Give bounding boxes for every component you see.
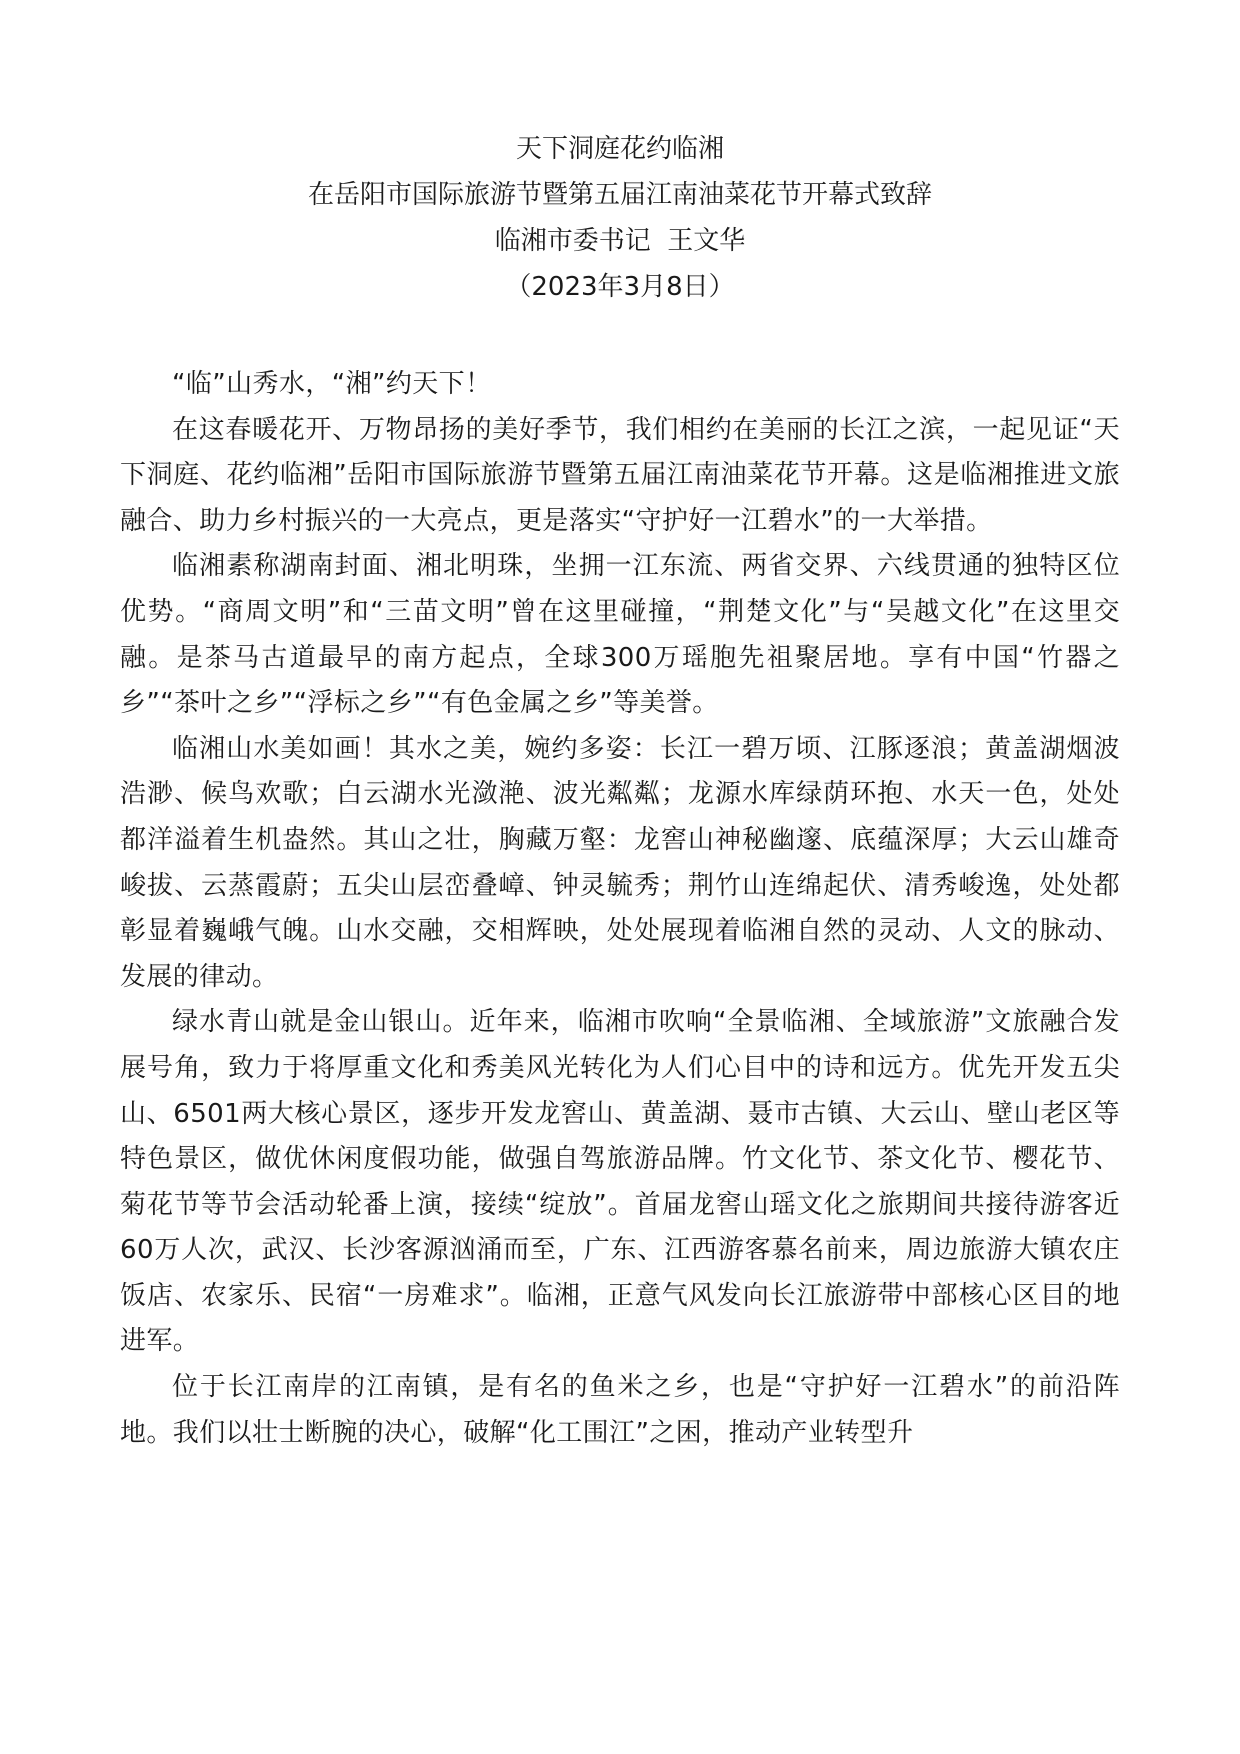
paragraph: 临湘山水美如画！其水之美，婉约多姿：长江一碧万顷、江豚逐浪；黄盖湖烟波浩渺、候鸟欢歌；白云湖水光潋滟、波光粼粼；龙源水库绿荫环抱、水天一色，处处都洋溢着生机盎然。其山之壮，胸藏万壑：龙窖山神秘幽邃、底蕴深厚；大云山雄奇峻拔、云蒸霞蔚；五尖山层峦叠嶂、钟灵毓秀；荆竹山连绵起伏、清秀峻逸，处处都彰显着巍峨气魄。山水交融，交相辉映，处处展现着临湘自然的灵动、人文的脉动、发展的律动。 [120,733,1120,992]
speaker-line: 临湘市委书记 王文华 [494,226,746,256]
paragraph: 位于长江南岸的江南镇，是有名的鱼米之乡，也是“守护好一江碧水”的前沿阵地。我们以壮士断腕的决心，破解“化工围江”之困，推动产业转型升 [120,1372,1120,1448]
document-subtitle: 在岳阳市国际旅游节暨第五届江南油菜花节开幕式致辞 [307,180,932,210]
paragraph: “临”山秀水，“湘”约天下！ [172,369,492,399]
paragraph: 绿水青山就是金山银山。近年来，临湘市吹响“全景临湘、全域旅游”文旅融合发展号角，致力于将厚重文化和秀美风光转化为人们心目中的诗和远方。优先开发五尖山、6501两大核心景区，逐步开发龙窖山、黄盖湖、聂市古镇、大云山、壁山老区等特色景区，做优休闲度假功能，做强自驾旅游品牌。竹文化节、茶文化节、樱花节、菊花节等节会活动轮番上演，接续“绽放”。首届龙窖山瑶文化之旅期间共接待游客近60万人次，武汉、长沙客源汹涌而至，广东、江西游客慕名前来，周边旅游大镇农庄饭店、农家乐、民宿“一房难求”。临湘，正意气风发向长江旅游带中部核心区目的地进军。 [120,1007,1120,1357]
document-title: 天下洞庭花约临湘 [515,134,724,164]
paragraph: 在这春暖花开、万物昂扬的美好季节，我们相约在美丽的长江之滨，一起见证“天下洞庭、花约临湘”岳阳市国际旅游节暨第五届江南油菜花节开幕。这是临湘推进文旅融合、助力乡村振兴的一大亮点，更是落实“守护好一江碧水”的一大举措。 [120,414,1120,536]
document-header [0,126,1240,310]
speech-body [120,362,1120,1456]
speech-date: （2023年3月8日） [505,272,735,302]
paragraph: 临湘素称湖南封面、湘北明珠，坐拥一江东流、两省交界、六线贯通的独特区位优势。“商周文明”和“三苗文明”曾在这里碰撞，“荆楚文化”与“吴越文化”在这里交融。是茶马古道最早的南方起点，全球300万瑶胞先祖聚居地。享有中国“竹器之乡”“茶叶之乡”“浮标之乡”“有色金属之乡”等美誉。 [120,551,1120,719]
